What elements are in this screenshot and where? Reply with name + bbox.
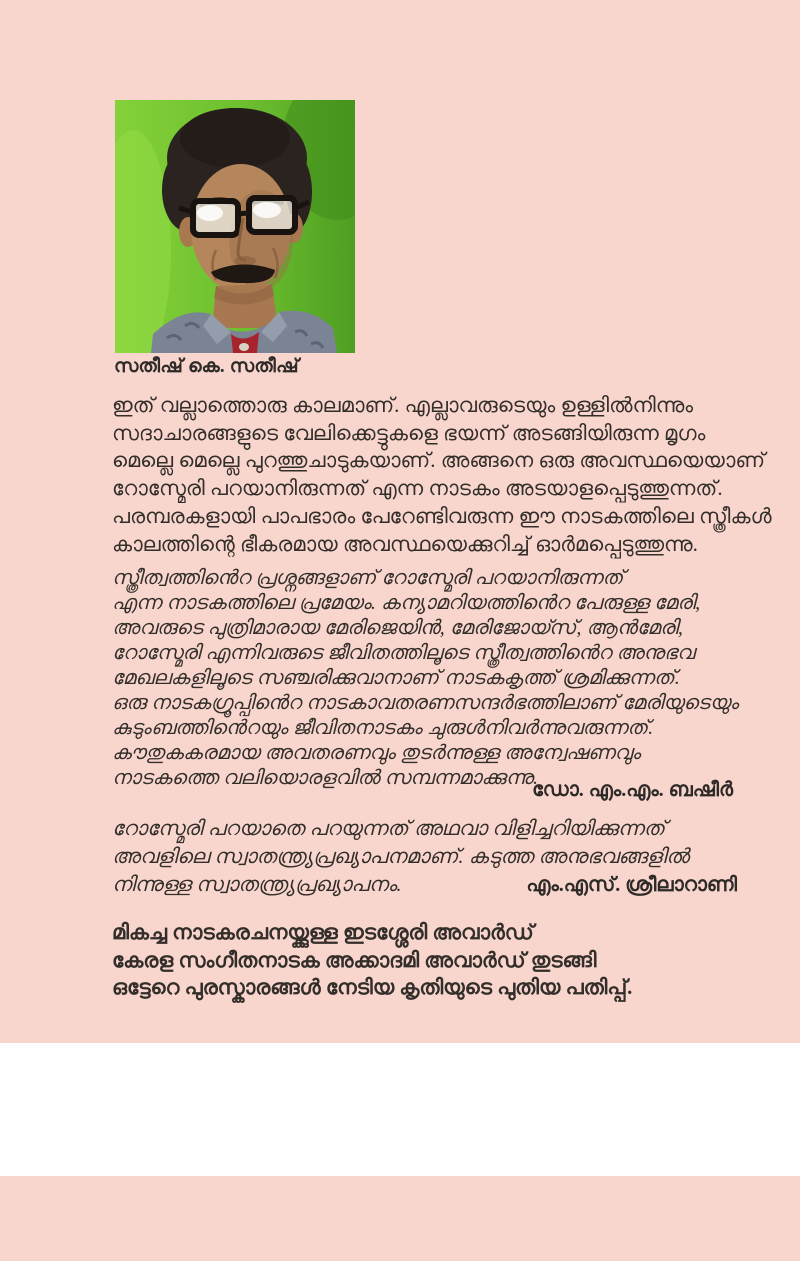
author-name-caption: സതീഷ് കെ. സതീഷ് [114,356,299,377]
blurb-line: മേഖലകളിലൂടെ സഞ്ചരിക്കുവാനാണ് നാടകകൃത്ത് ശ്രമിക്കുന്നത്. [112,667,680,689]
blurb-line: കൗതുകകരമായ അവതരണവും തുടർന്നുള്ള അന്വേഷണവും [112,742,641,764]
blurb-line: കാലത്തിന്റെ ഭീകരമായ അവസ്ഥയെക്കുറിച്ച് ഓർമപ്പെടുത്തുന്നു. [112,531,698,556]
author-photo [115,100,355,353]
blurb-line: ഒട്ടേറെ പുരസ്കാരങ്ങൾ നേടിയ കൃതിയുടെ പുതിയ പതിപ്പ്. [112,975,633,1000]
blurb-line: ഇത് വല്ലാത്തൊരു കാലമാണ്. എല്ലാവരുടെയും ഉള്ളിൽനിന്നും [112,393,694,417]
blurb-line: സദാചാരങ്ങളുടെ വേലിക്കെട്ടുകളെ ഭയന്ന് അടങ്ങിയിരുന്ന മൃഗം [112,420,706,445]
blurb-line: മെല്ലെ മെല്ലെ പുറത്തുചാടുകയാണ്. അങ്ങനെ ഒരു അവസ്ഥയെയാണ് [112,448,766,473]
review-quote-1 [112,566,752,791]
blurb-line: മികച്ച നാടകരചനയ്ക്കുള്ള ഇടശ്ശേരി അവാർഡ് [112,920,534,944]
blurb-line: അവളിലെ സ്വാതന്ത്ര്യപ്രഖ്യാപനമാണ്. കടുത്ത അനുഭവങ്ങളിൽ [112,846,689,868]
blurb-line: നിന്നുള്ള സ്വാതന്ത്ര്യപ്രഖ്യാപനം. [112,874,402,896]
blurb-paragraph-1 [112,392,772,558]
blurb-line: ഒരു നാടകഗ്രൂപ്പിൻെറ നാടകാവതരണസന്ദർഭത്തിലാണ് മേരിയുടെയും [112,692,739,714]
blurb-line: സ്ത്രീത്വത്തിൻെറ പ്രശ്നങ്ങളാണ് റോസ്മേരി പറയാനിരുന്നത് [112,567,624,589]
blurb-line: കുടുംബത്തിൻെറയും ജീവിതനാടകം ചുരുൾനിവർന്നുവരുന്നത്. [112,717,654,739]
blurb-line: എന്ന നാടകത്തിലെ പ്രമേയം. കന്യാമറിയത്തിൻെറ പേരുള്ള മേരി, [112,592,701,614]
author-portrait-illustration [115,100,355,353]
blurb-line: നാടകത്തെ വലിയൊരളവിൽ സമ്പന്നമാക്കുന്നു. [112,767,538,789]
reviewer-name-1: ഡോ. എം.എം. ബഷീർ [532,779,733,801]
blurb-line: റോസ്മേരി പറയാനിരുന്നത് എന്ന നാടകം അടയാളപ്പെടുത്തുന്നത്. [112,476,723,501]
publisher-footer-bar [0,1043,800,1176]
blurb-line: പരമ്പരകളായി പാപഭാരം പേറേണ്ടിവരുന്ന ഈ നാടകത്തിലെ സ്ത്രീകൾ [112,503,772,528]
blurb-line: റോസ്മേരി പറയാതെ പറയുന്നത് അഥവാ വിളിച്ചറിയിക്കുന്നത് [112,818,666,840]
reviewer-name-2: എം.എസ്. ശ്രീലാറാണി [526,874,737,896]
blurb-line: റോസ്മേരി എന്നിവരുടെ ജീവിതത്തിലൂടെ സ്ത്രീത്വത്തിൻെറ അനുഭവ [112,642,695,664]
blurb-line: കേരള സംഗീതനാടക അക്കാദമി അവാർഡ് തുടങ്ങി [112,947,597,972]
blurb-line: അവരുടെ പുത്രിമാരായ മേരിജെയിൻ, മേരിജോയ്സ്, ആൻമേരി, [112,617,683,639]
awards-note [112,919,752,1002]
